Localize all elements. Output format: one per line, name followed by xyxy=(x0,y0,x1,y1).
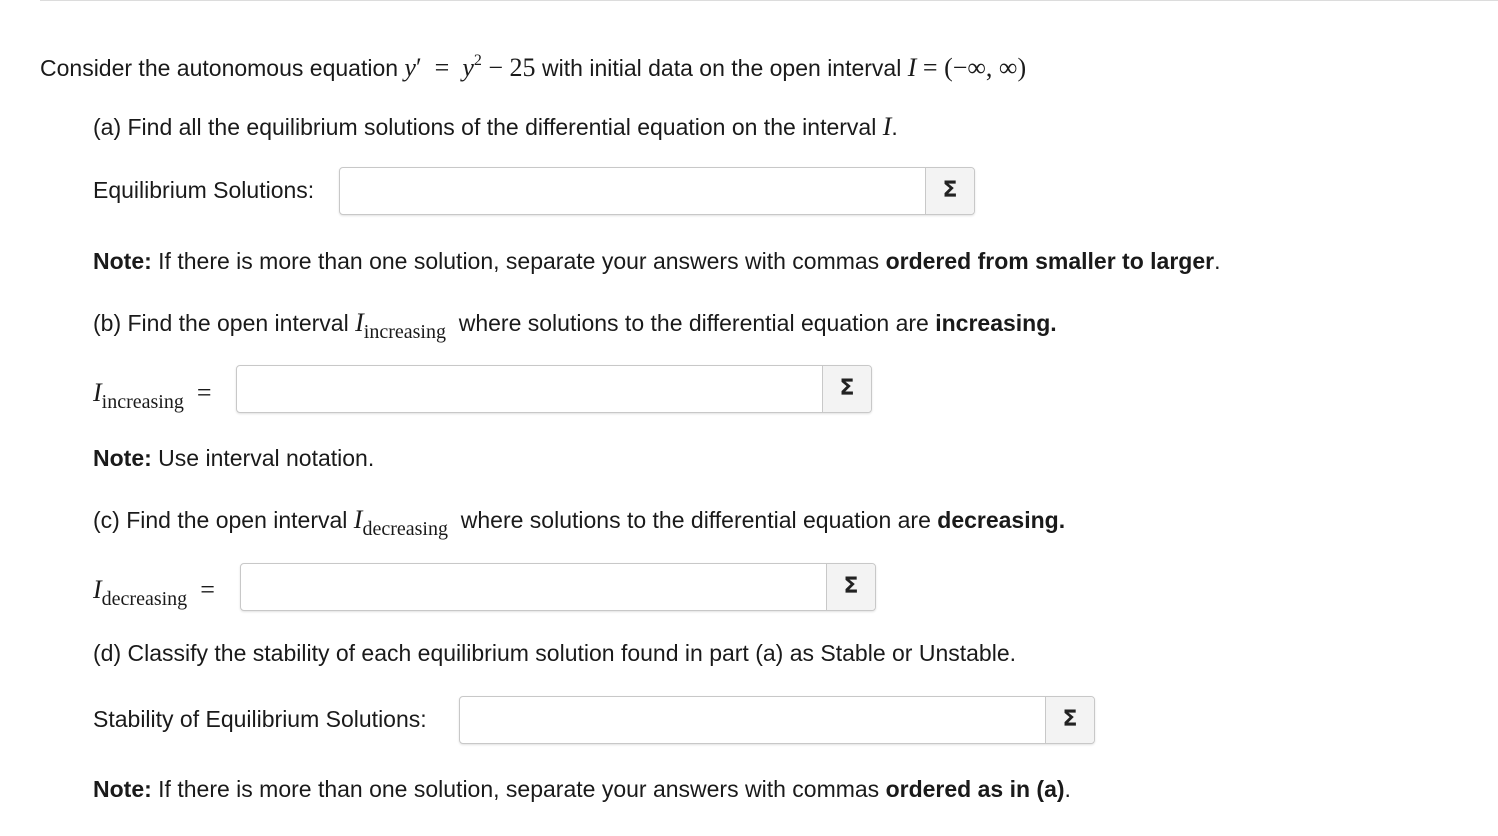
interval-subscript: decreasing xyxy=(362,518,448,540)
intro-interval xyxy=(908,53,1026,82)
equilibrium-sigma-button[interactable] xyxy=(925,168,974,214)
part-a-var: I xyxy=(882,112,892,141)
intro-text-middle: with initial data on the open interval xyxy=(542,55,902,81)
decreasing-answer-box xyxy=(240,563,876,611)
part-c-interval-symbol xyxy=(353,505,448,540)
part-d-note xyxy=(93,778,1071,801)
part-d-prompt: (d) Classify the stability of each equilibrium solution found in part (a) as Stable or Unstable. xyxy=(93,640,1017,666)
equilibrium-label: Equilibrium Solutions: xyxy=(93,177,315,203)
decreasing-label xyxy=(93,575,215,610)
note-text: If there is more than one solution, separate your answers with commas xyxy=(158,248,880,274)
interval-var: I xyxy=(353,505,363,534)
part-a-note xyxy=(93,250,1220,273)
part-c-prompt xyxy=(93,505,1066,540)
note-text: Use interval notation. xyxy=(158,445,375,471)
part-a-end: . xyxy=(891,114,898,140)
part-b-prompt-after: where solutions to the differential equation are xyxy=(458,310,929,336)
interval-var: I xyxy=(355,308,364,337)
stability-label: Stability of Equilibrium Solutions: xyxy=(93,706,427,732)
intro-equation xyxy=(404,53,542,82)
equilibrium-input[interactable] xyxy=(340,168,925,214)
sigma-icon: Σ xyxy=(843,574,859,599)
intro-statement xyxy=(40,52,1027,82)
equation-equals: = xyxy=(434,53,450,82)
sigma-icon: Σ xyxy=(839,376,855,401)
note-end: . xyxy=(1214,248,1221,274)
sigma-icon: Σ xyxy=(1062,707,1078,732)
increasing-answer-box xyxy=(236,365,872,413)
part-c-prompt-text: (c) Find the open interval xyxy=(93,507,348,533)
decreasing-sigma-button[interactable] xyxy=(826,564,875,610)
note-label: Note: xyxy=(93,248,152,274)
increasing-label xyxy=(93,378,212,413)
stability-sigma-button[interactable] xyxy=(1045,697,1094,743)
stability-input[interactable] xyxy=(460,697,1045,743)
decreasing-equals: = xyxy=(200,575,215,604)
intro-text: Consider the autonomous equation xyxy=(40,55,399,81)
decreasing-input[interactable] xyxy=(241,564,826,610)
note-label: Note: xyxy=(93,776,152,802)
note-emphasis: ordered from smaller to larger xyxy=(885,248,1215,274)
note-end: . xyxy=(1064,776,1071,802)
increasing-sigma-button[interactable] xyxy=(822,366,871,412)
increasing-input[interactable] xyxy=(237,366,822,412)
decreasing-subscript: decreasing xyxy=(101,588,188,610)
interval-var: I xyxy=(907,53,917,82)
top-divider xyxy=(40,0,1498,1)
part-c-emphasis: decreasing. xyxy=(937,507,1066,533)
equation-prime: ′ xyxy=(415,53,422,82)
equilibrium-answer-box xyxy=(339,167,975,215)
note-label: Note: xyxy=(93,445,152,471)
interval-subscript: increasing xyxy=(363,321,446,343)
interval-value: = (−∞, ∞) xyxy=(922,53,1027,82)
part-b-interval-symbol xyxy=(355,308,446,343)
increasing-equals: = xyxy=(196,378,212,407)
part-b-note xyxy=(93,447,374,470)
equation-rhs-rest: − 25 xyxy=(488,53,536,82)
increasing-subscript: increasing xyxy=(101,391,184,413)
part-a-prompt xyxy=(93,114,898,140)
increasing-var: I xyxy=(93,378,102,407)
equation-rhs-var: y xyxy=(462,53,474,82)
part-a-prompt-text: (a) Find all the equilibrium solutions of the differential equation on the interval xyxy=(93,114,877,140)
part-b-emphasis: increasing. xyxy=(935,310,1057,336)
sigma-icon: Σ xyxy=(942,178,958,203)
stability-answer-box xyxy=(459,696,1095,744)
part-c-prompt-after: where solutions to the differential equation are xyxy=(460,507,931,533)
note-emphasis: ordered as in (a) xyxy=(885,776,1065,802)
part-b-prompt xyxy=(93,308,1057,343)
note-text: If there is more than one solution, separate your answers with commas xyxy=(158,776,880,802)
decreasing-var: I xyxy=(93,575,102,604)
equation-lhs-var: y xyxy=(404,53,416,82)
equation-exponent: 2 xyxy=(473,52,482,69)
part-b-prompt-text: (b) Find the open interval xyxy=(93,310,349,336)
